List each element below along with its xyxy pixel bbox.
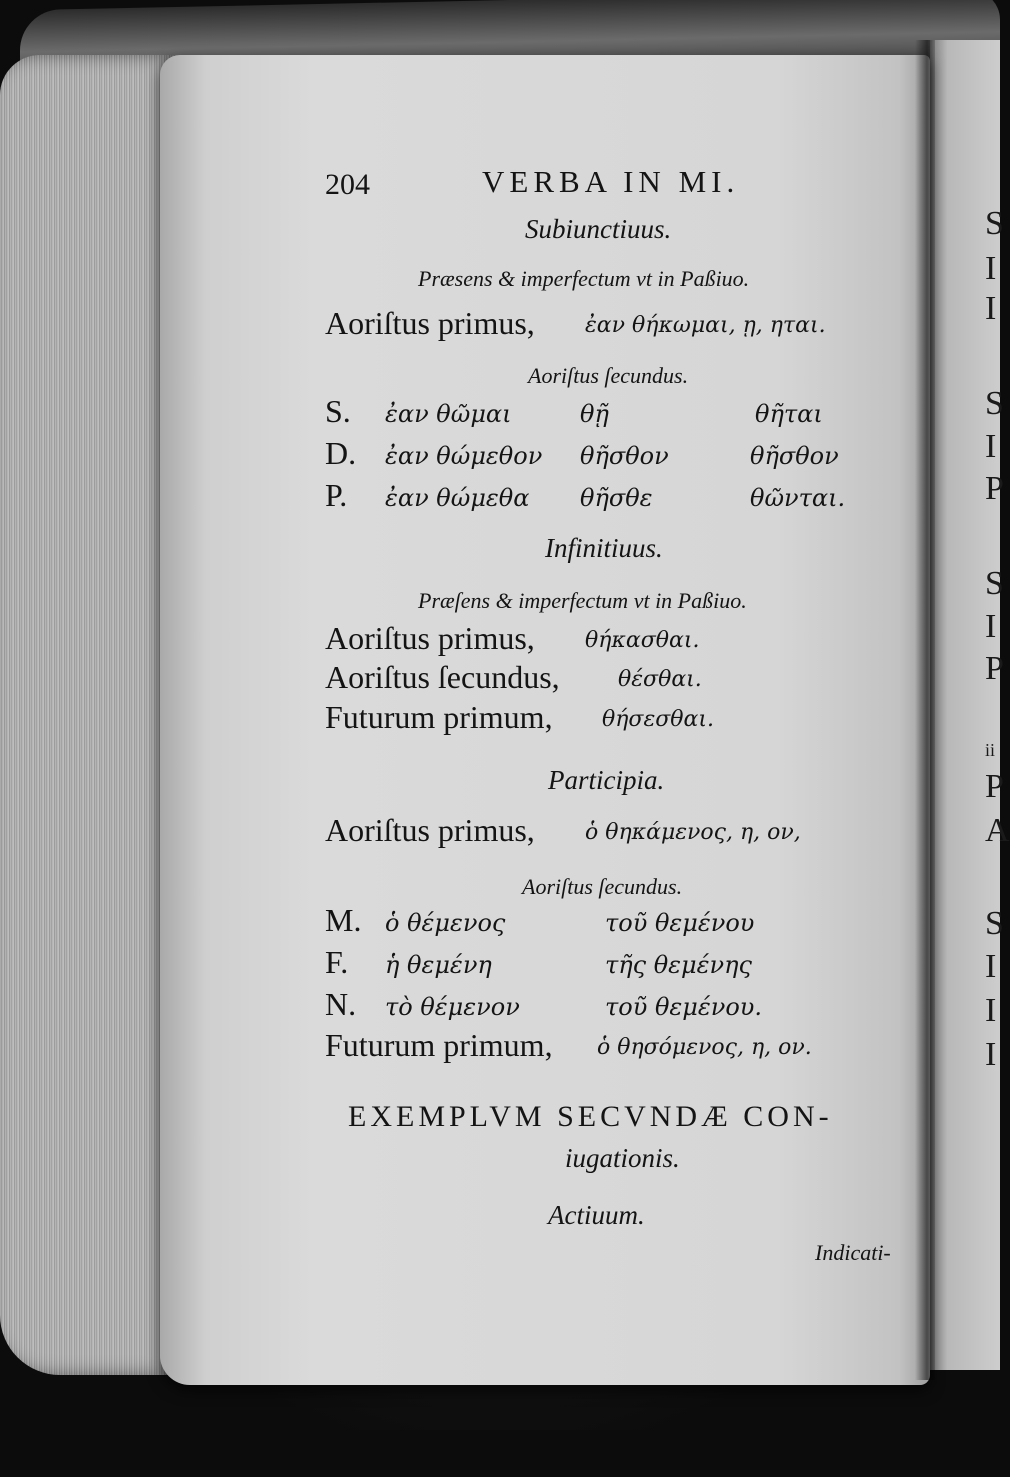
facing-page-letter: I <box>985 948 997 985</box>
part-cell: ὁ θέμενος <box>385 909 506 937</box>
infinitive-line-label: Aoriſtus primus, <box>325 620 535 656</box>
row-label: M. <box>325 902 362 938</box>
facing-page-letter: I <box>985 992 997 1029</box>
facing-page-letter: I <box>985 428 997 465</box>
row-label: F. <box>325 944 349 980</box>
example-title-line1: EXEMPLVM SECVNDÆ CON- <box>348 1100 833 1133</box>
part-aorist1-label: Aoriſtus primus, <box>325 812 535 848</box>
facing-page-letter: S <box>985 385 1004 422</box>
row-label: P. <box>325 477 348 513</box>
facing-page-fragment <box>930 40 1010 1370</box>
facing-page-letter: I <box>985 608 997 645</box>
running-head: VERBA IN MI. <box>482 164 740 199</box>
heading-participles: Participia. <box>548 765 665 795</box>
facing-page-letter: S <box>985 905 1004 942</box>
facing-page-letter: A <box>985 812 1010 849</box>
subj-cell: θῶνται. <box>750 484 846 512</box>
subj-aorist2-heading: Aoriſtus ſecundus. <box>528 363 689 388</box>
heading-infinitive: Infinitiuus. <box>545 533 663 563</box>
infinitive-present-note: Præſens & imperfectum vt in Paßiuo. <box>418 588 747 613</box>
infinitive-line-form: θήκασθαι. <box>585 628 700 653</box>
catchword: Indicati- <box>815 1240 891 1265</box>
facing-page-letter: I <box>985 1036 997 1073</box>
part-cell: τοῦ θεμένου <box>605 909 755 937</box>
example-title-line2: iugationis. <box>565 1143 680 1173</box>
facing-page-letter: S <box>985 565 1004 602</box>
heading-subjunctive: Subiunctiuus. <box>525 214 672 244</box>
part-future-label: Futurum primum, <box>325 1027 553 1063</box>
facing-page-letter: P <box>985 470 1004 507</box>
subjunctive-present-note: Præsens & imperfectum vt in Paßiuo. <box>418 266 750 291</box>
subj-cell: ἐαν θώμεθα <box>385 484 530 512</box>
row-label: S. <box>325 393 351 429</box>
page-edges <box>0 55 175 1375</box>
subj-cell: ἐαν θῶμαι <box>385 400 512 428</box>
row-label: D. <box>325 435 357 471</box>
facing-page-letter: I <box>985 250 997 287</box>
part-aorist2-heading: Aoriſtus ſecundus. <box>522 874 683 899</box>
part-aorist1-forms: ὁ θηκάμενος, η, ον, <box>585 820 801 845</box>
facing-page-letter: ii <box>985 740 996 760</box>
facing-page-letter: P <box>985 768 1004 805</box>
subj-aorist1-forms: ἐαν θήκωμαι, ῃ, ηται. <box>585 313 826 338</box>
subj-cell: ἐαν θώμεθον <box>385 442 543 470</box>
part-cell: τοῦ θεμένου. <box>605 993 763 1021</box>
infinitive-line-form: θήσεσθαι. <box>602 707 714 732</box>
row-label: N. <box>325 986 357 1022</box>
facing-page-letter: S <box>985 205 1004 242</box>
infinitive-line-form: θέσθαι. <box>618 667 702 692</box>
page-number: 204 <box>325 168 370 201</box>
facing-page-letter: I <box>985 290 997 327</box>
spine-crease <box>915 40 935 1380</box>
subj-aorist1-label: Aoriſtus primus, <box>325 305 535 341</box>
subj-cell: θῇ <box>580 400 609 428</box>
part-cell: τὸ θέμενον <box>385 993 520 1021</box>
facing-page-letter: P <box>985 650 1004 687</box>
subj-cell: θῆσθον <box>580 442 669 470</box>
infinitive-line-label: Aoriſtus ſecundus, <box>325 659 560 695</box>
voice-heading: Actiuum. <box>548 1200 645 1230</box>
part-cell: τῆς θεμένης <box>605 951 752 979</box>
part-cell: ἡ θεμένη <box>385 951 492 979</box>
subj-cell: θῆσθον <box>750 442 839 470</box>
part-future-forms: ὁ θησόμενος, η, ον. <box>597 1035 812 1060</box>
infinitive-line-label: Futurum primum, <box>325 699 553 735</box>
subj-cell: θῆται <box>755 400 823 428</box>
subj-cell: θῆσθε <box>580 484 653 512</box>
